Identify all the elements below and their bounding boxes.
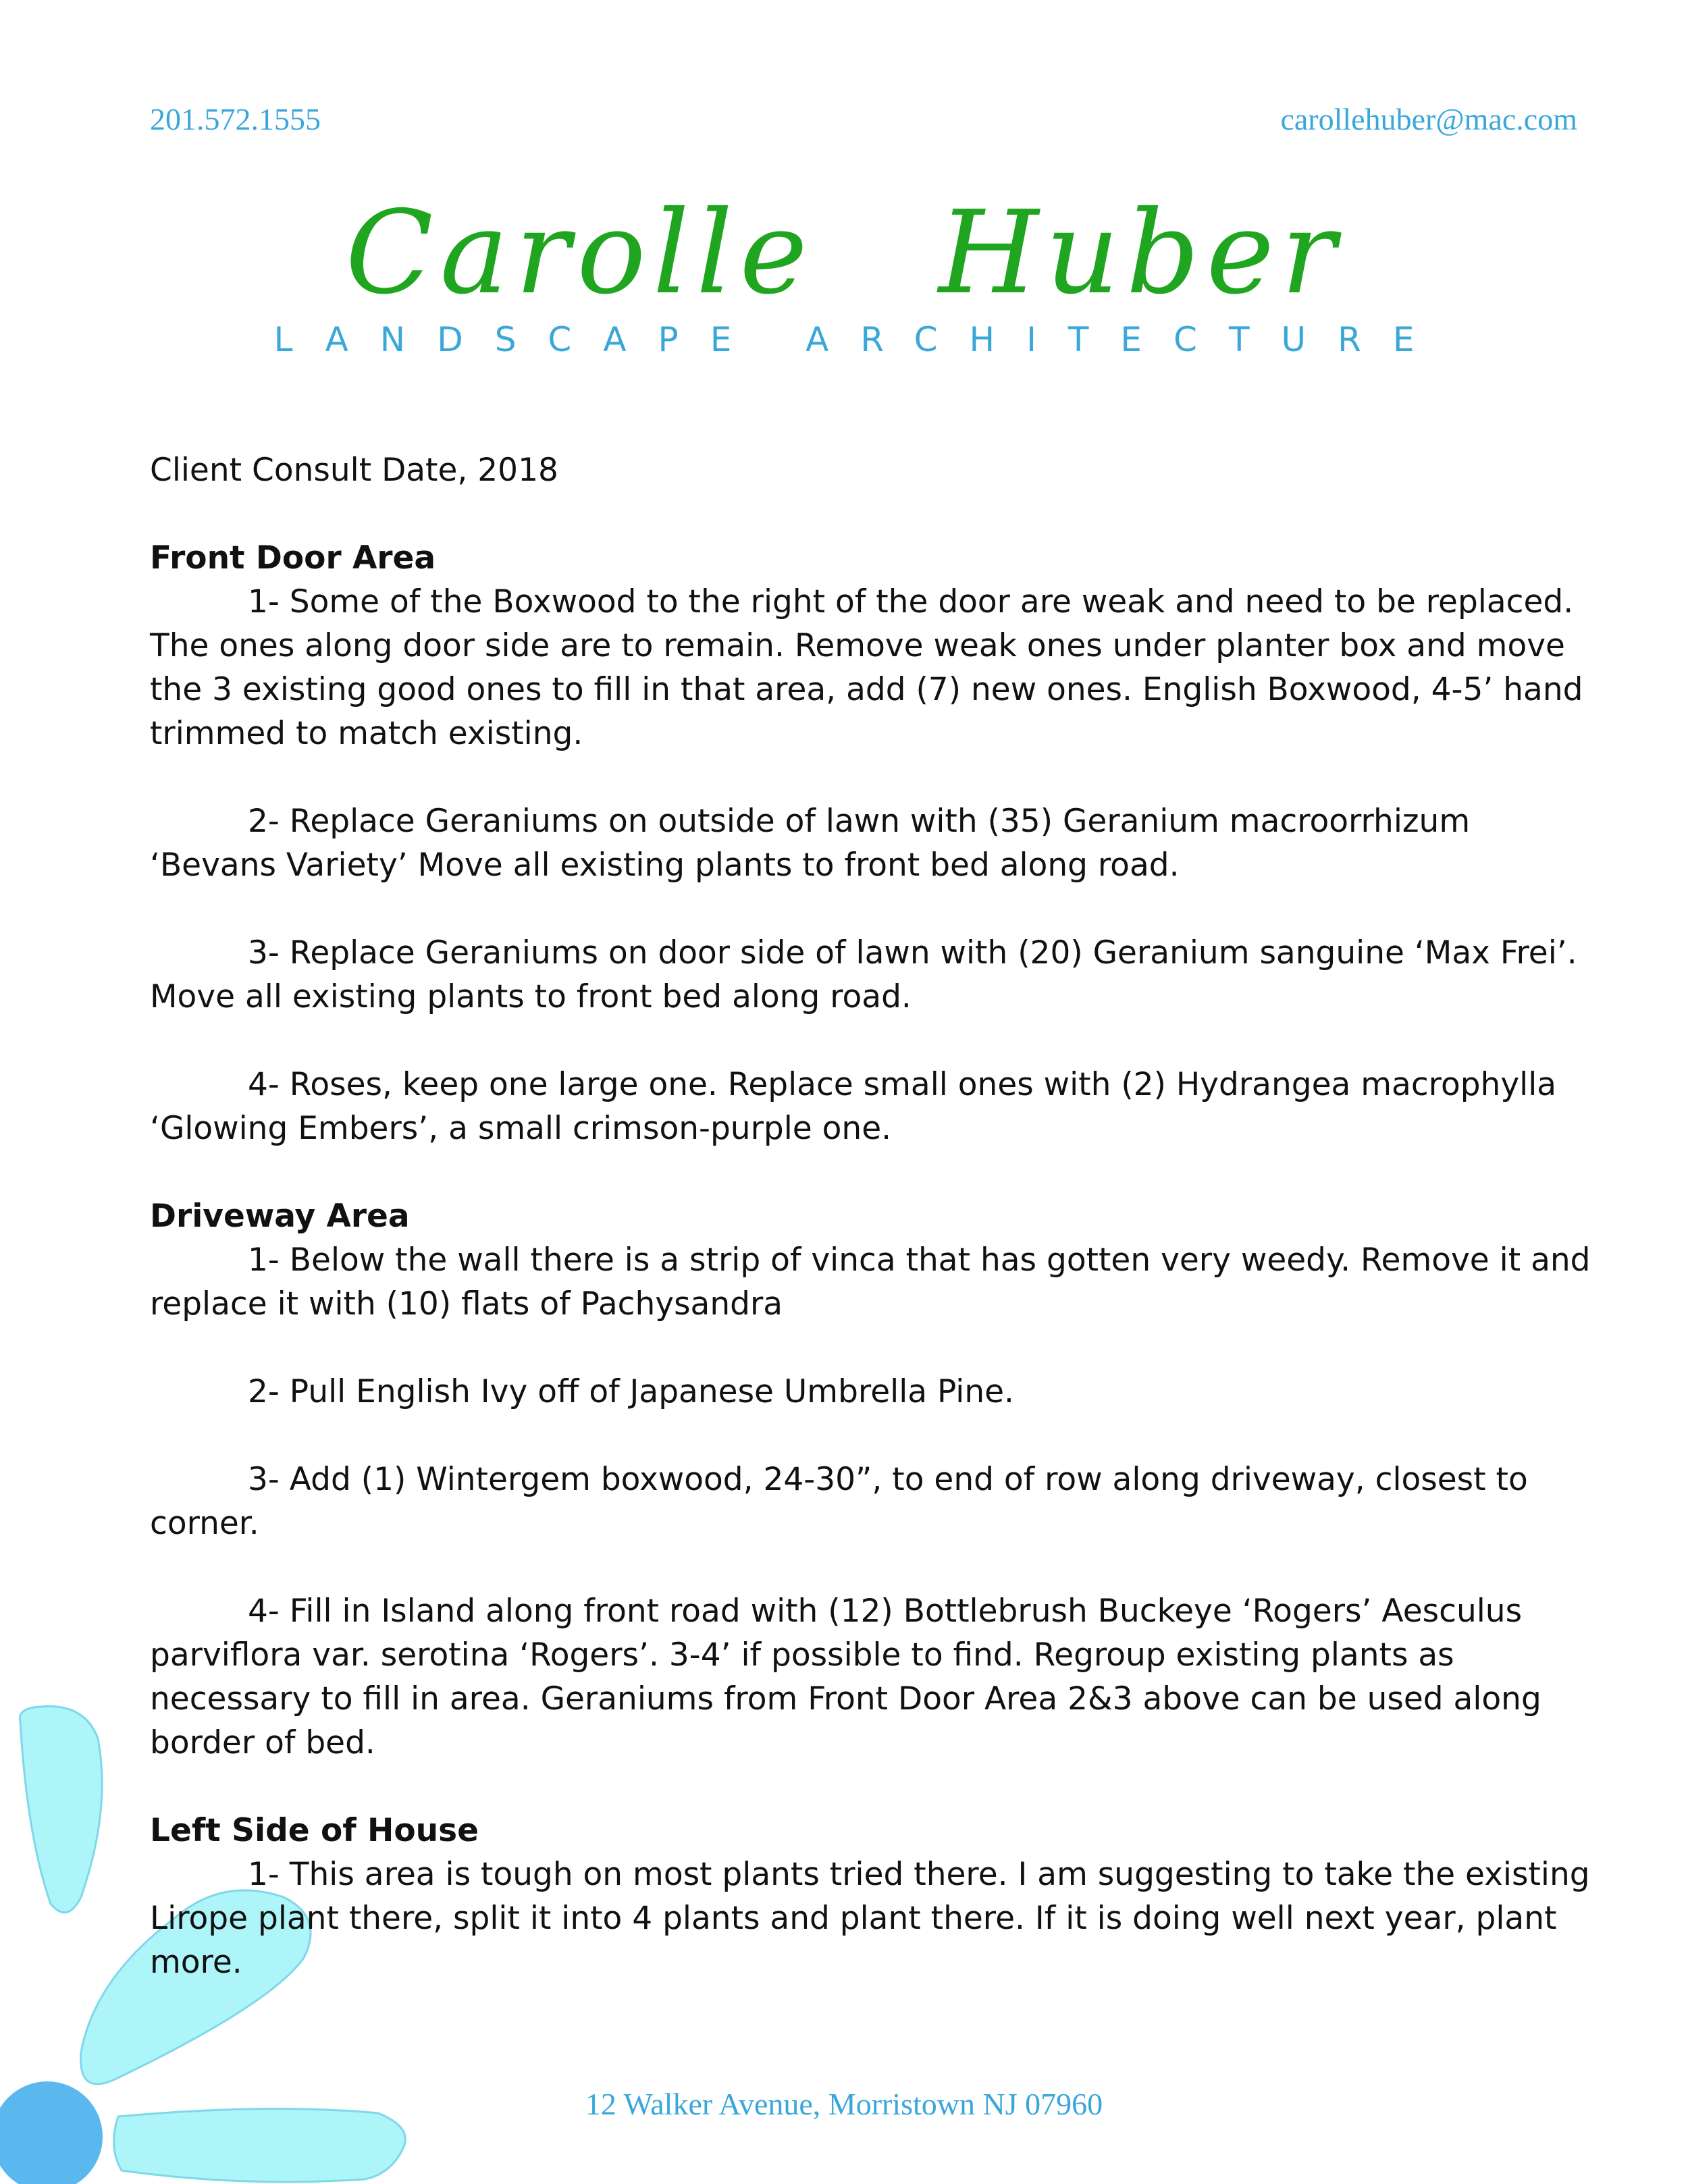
list-item: 1- This area is tough on most plants tried there. I am suggesting to take the existing Lirope plant there, split it into 4 plants and plant there. If it is doing well next year, plant more. [150,1856,1590,1981]
letterhead-logo [0,186,1688,359]
list-item: 3- Add (1) Wintergem boxwood, 24-30”, to end of row along driveway, closest to corner. [150,1461,1528,1542]
section-heading: Driveway Area [150,1198,410,1235]
list-item: 2- Pull English Ivy off of Japanese Umbrella Pine. [248,1373,1014,1410]
flower-center [0,2081,103,2184]
footer-address: 12 Walker Avenue, Morristown NJ 07960 [585,2087,1103,2121]
petal-lower [114,2109,406,2182]
list-item: 4- Roses, keep one large one. Replace small ones with (2) Hydrangea macrophylla ‘Glowing Embers’, a small crimson-purple one. [150,1066,1557,1147]
brand-tagline: LANDSCAPE ARCHITECTURE [273,320,1446,359]
list-item: 3- Replace Geraniums on door side of lawn with (20) Geranium sanguine ‘Max Frei’. Move all existing plants to front bed along road. [150,934,1577,1015]
consult-notes [150,448,1595,2028]
section-front-door-area [150,536,1595,1150]
list-item: 1- Some of the Boxwood to the right of the door are weak and need to be replaced. The ones along door side are to remain. Remove weak ones under planter box and move the 3 existing good ones to fill in that area, add (7) new ones. English Boxwood, 4-5’ hand trimmed to match existing. [150,583,1583,752]
section-heading: Front Door Area [150,539,436,577]
petal-upper [20,1706,102,1912]
section-heading: Left Side of House [150,1812,479,1849]
email-address[interactable]: carollehuber@mac.com [1280,102,1577,136]
list-item: 2- Replace Geraniums on outside of lawn with (35) Geranium macroorrhizum ‘Bevans Variety’ Move all existing plants to front bed along road. [150,803,1471,884]
section-driveway-area [150,1194,1595,1765]
phone-number: 201.572.1555 [150,102,321,136]
list-item: 4- Fill in Island along front road with (12) Bottlebrush Buckeye ‘Rogers’ Aesculus parviflora var. serotina ‘Rogers’. 3-4’ if possible to find. Regroup existing plants as necessary to fill in area. Geraniums from Front Door Area 2&3 above can be used along border of bed. [150,1593,1541,1761]
brand-name: Carolle Huber [345,186,1343,320]
section-left-side-of-house [150,1809,1595,1984]
consult-date: Client Consult Date, 2018 [150,452,558,489]
list-item: 1- Below the wall there is a strip of vinca that has gotten very weedy. Remove it and replace it with (10) flats of Pachysandra [150,1242,1591,1323]
